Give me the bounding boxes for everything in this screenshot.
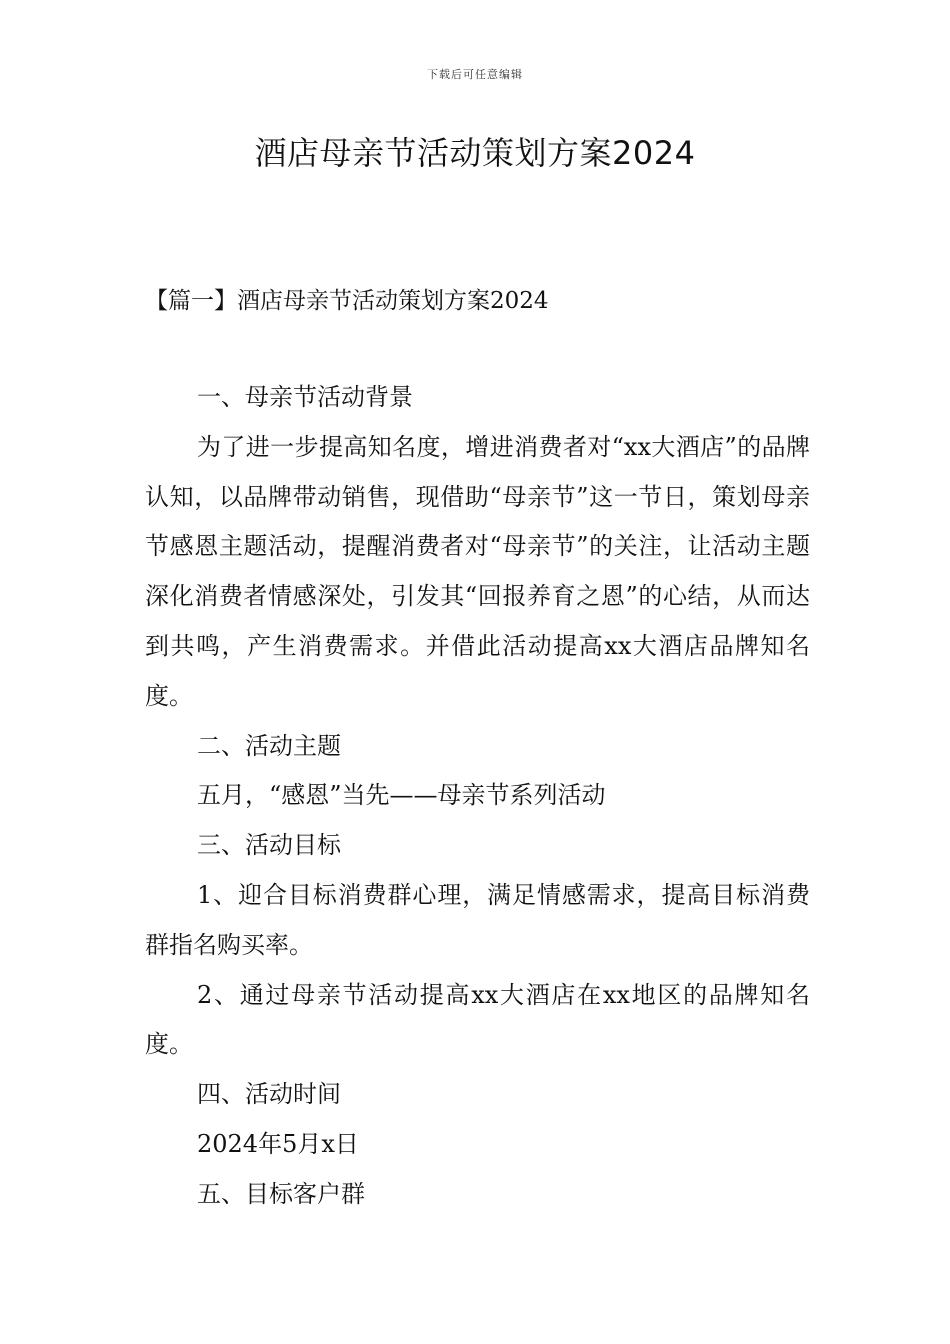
heading-theme: 二、活动主题 [197, 731, 341, 760]
heading-goals: 三、活动目标 [197, 831, 341, 860]
heading-background: 一、母亲节活动背景 [197, 383, 413, 411]
page-header-note: 下载后可任意编辑 [427, 68, 523, 81]
paragraph-time: 2024年5月x日 [197, 1129, 359, 1158]
heading-target-customers: 五、目标客户群 [197, 1179, 365, 1208]
heading-time: 四、活动时间 [197, 1080, 341, 1109]
paragraph-goal-2: 2、通过母亲节活动提高xx大酒店在xx地区的品牌知名度。 [145, 980, 810, 1059]
document-body [145, 373, 810, 1220]
document-title: 酒店母亲节活动策划方案2024 [254, 134, 696, 172]
paragraph-goal-1: 1、迎合目标消费群心理，满足情感需求，提高目标消费群指名购买率。 [145, 880, 810, 959]
paragraph-background: 为了进一步提高知名度，增进消费者对“xx大酒店”的品牌认知，以品牌带动销售，现借助“母亲节”这一节日，策划母亲节感恩主题活动，提醒消费者对“母亲节”的关注，让活动主题深化消费者情感深处，引发其“回报养育之恩”的心结，从而达到共鸣，产生消费需求。并借此活动提高xx大酒店品牌知名度。 [145, 432, 810, 710]
section-heading: 【篇一】酒店母亲节活动策划方案2024 [145, 288, 549, 314]
paragraph-theme: 五月，“感恩”当先——母亲节系列活动 [197, 781, 606, 810]
